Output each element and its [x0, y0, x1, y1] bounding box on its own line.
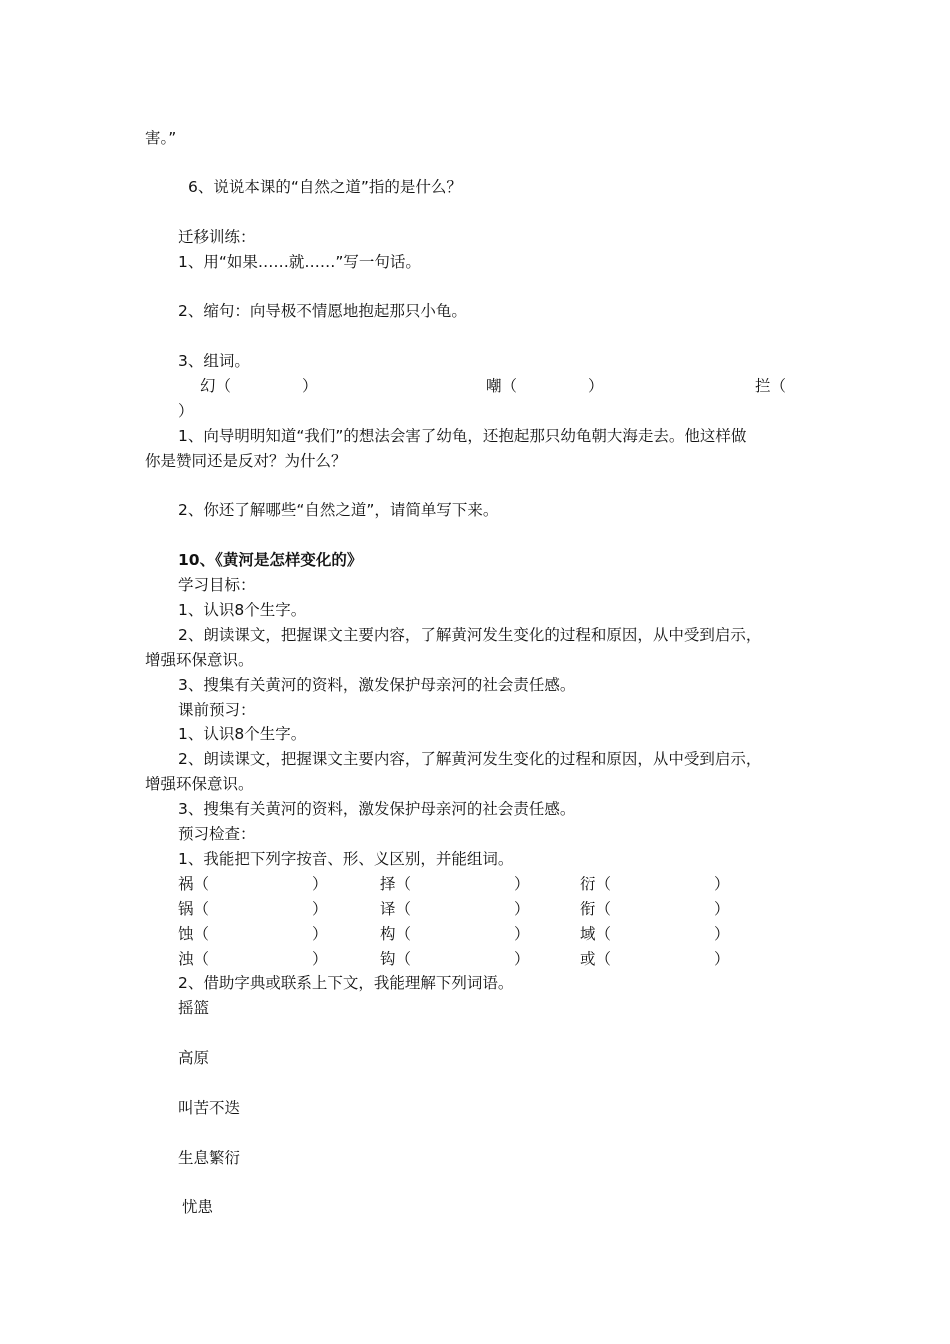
char-cell-close: ）: [714, 900, 730, 918]
goals-heading: 学习目标：: [178, 576, 256, 594]
discussion-1-line-1: 1、向导明明知道“我们”的想法会害了幼龟，还抱起那只幼龟朝大海走去。他这样做: [178, 427, 747, 445]
char-cell-close: ）: [312, 925, 328, 943]
preview-2-line-2: 增强环保意识。: [145, 775, 254, 793]
word-group-close: ）: [178, 402, 194, 420]
word-group-close: ）: [588, 377, 604, 395]
preview-1: 1、认识8个生字。: [178, 725, 307, 743]
check-heading: 预习检查：: [178, 825, 256, 843]
transfer-heading: 迁移训练：: [178, 228, 256, 246]
word-group-open: 幻（: [200, 377, 232, 395]
char-cell-close: ）: [714, 875, 730, 893]
vocab-item: 高原: [178, 1049, 210, 1067]
char-cell: 锅（: [178, 900, 210, 918]
char-cell-close: ）: [514, 900, 530, 918]
preview-heading: 课前预习：: [178, 701, 256, 719]
word-group-open: 拦（: [755, 377, 787, 395]
char-cell-close: ）: [714, 950, 730, 968]
char-cell: 蚀（: [178, 925, 210, 943]
char-cell: 衍（: [580, 875, 612, 893]
char-cell-close: ）: [312, 950, 328, 968]
char-cell-close: ）: [514, 875, 530, 893]
char-cell: 构（: [380, 925, 412, 943]
word-group-open: 嘲（: [486, 377, 518, 395]
question-6: 6、说说本课的“自然之道”指的是什么？: [188, 178, 462, 196]
transfer-item-3: 3、组词。: [178, 352, 250, 370]
goal-2-line-1: 2、朗读课文，把握课文主要内容，了解黄河发生变化的过程和原因，从中受到启示，: [178, 626, 762, 644]
word-group-close: ）: [302, 377, 318, 395]
discussion-2: 2、你还了解哪些“自然之道”，请简单写下来。: [178, 501, 499, 519]
goal-3: 3、搜集有关黄河的资料，激发保护母亲河的社会责任感。: [178, 676, 576, 694]
check-item-2: 2、借助字典或联系上下文，我能理解下列词语。: [178, 974, 514, 992]
char-cell: 衔（: [580, 900, 612, 918]
char-cell: 或（: [580, 950, 612, 968]
char-cell: 浊（: [178, 950, 210, 968]
goal-1: 1、认识8个生字。: [178, 601, 307, 619]
goal-2-line-2: 增强环保意识。: [145, 651, 254, 669]
vocab-item: 摇篮: [178, 999, 210, 1017]
char-cell: 钩（: [380, 950, 412, 968]
vocab-item: 忧患: [182, 1198, 214, 1216]
transfer-item-2: 2、缩句：向导极不情愿地抱起那只小龟。: [178, 302, 467, 320]
char-cell-close: ）: [514, 950, 530, 968]
char-cell-close: ）: [714, 925, 730, 943]
preview-2-line-1: 2、朗读课文，把握课文主要内容，了解黄河发生变化的过程和原因，从中受到启示，: [178, 750, 762, 768]
char-cell-close: ）: [514, 925, 530, 943]
char-cell: 译（: [380, 900, 412, 918]
char-cell: 域（: [580, 925, 612, 943]
char-cell-close: ）: [312, 875, 328, 893]
preview-3: 3、搜集有关黄河的资料，激发保护母亲河的社会责任感。: [178, 800, 576, 818]
vocab-item: 叫苦不迭: [178, 1099, 241, 1117]
vocab-item: 生息繁衍: [178, 1149, 241, 1167]
check-item-1: 1、我能把下列字按音、形、义区别，并能组词。: [178, 850, 514, 868]
lesson-title: 10、《黄河是怎样变化的》: [178, 551, 363, 569]
char-cell: 择（: [380, 875, 412, 893]
char-cell-close: ）: [312, 900, 328, 918]
transfer-item-1: 1、用“如果……就……”写一句话。: [178, 253, 421, 271]
discussion-1-line-2: 你是赞同还是反对？为什么？: [145, 452, 347, 470]
char-cell: 祸（: [178, 875, 210, 893]
paragraph-end: 害。”: [145, 129, 177, 147]
